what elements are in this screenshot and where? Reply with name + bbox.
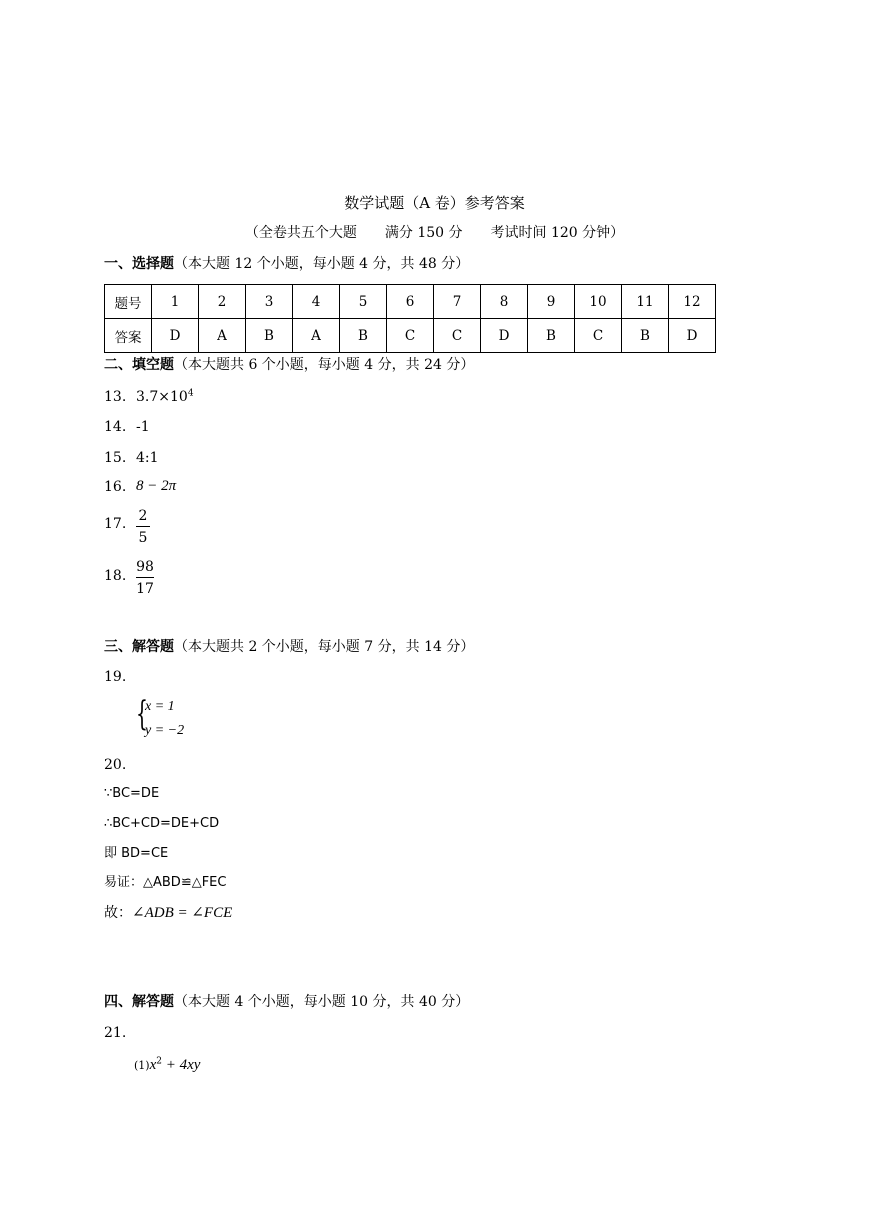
section-heading: 二、填空题: [104, 357, 174, 373]
page-title: 数学试题（A 卷）参考答案: [344, 194, 525, 212]
q20-line: 即 BD=CE: [104, 846, 169, 861]
brace-icon: {: [136, 694, 148, 734]
table-cell: D: [481, 319, 528, 353]
section-heading: 四、解答题: [104, 994, 174, 1010]
section-note: （本大题 4 个小题，每小题 10 分，共 40 分）: [174, 994, 470, 1010]
q18-fraction: [136, 560, 154, 596]
q20-conclusion: [104, 906, 232, 921]
section-3-heading: [104, 640, 474, 654]
q20-line: ∴BC+CD=DE+CD: [104, 816, 220, 831]
section-heading: 三、解答题: [104, 639, 174, 655]
q13-label: 13.: [104, 389, 127, 405]
q19-line-1: x = 1: [145, 699, 175, 714]
page-subtitle: （全卷共五个大题 满分 150 分 考试时间 120 分钟）: [244, 225, 625, 241]
q21-answer: [134, 1058, 200, 1073]
q20-line: ∵BC=DE: [104, 786, 160, 801]
q20-line: 易证：△ABD≌△FEC: [104, 875, 227, 890]
conclusion-prefix: 故：: [104, 905, 132, 921]
q20-label: 20.: [104, 757, 127, 773]
table-cell: 4: [293, 285, 340, 319]
fraction-denominator: 17: [136, 581, 154, 597]
table-cell: 2: [199, 285, 246, 319]
q19-label: 19.: [104, 669, 127, 685]
table-cell: C: [575, 319, 622, 353]
q15-answer: 4:1: [136, 450, 159, 466]
section-2-heading: [104, 358, 474, 372]
table-cell: B: [340, 319, 387, 353]
section-note: （本大题共 6 个小题，每小题 4 分，共 24 分）: [174, 357, 475, 373]
table-cell: 9: [528, 285, 575, 319]
table-cell: 8: [481, 285, 528, 319]
table-cell: B: [622, 319, 669, 353]
table-cell: 5: [340, 285, 387, 319]
section-1-heading: [104, 257, 469, 271]
fraction-denominator: 5: [138, 530, 148, 546]
q21-expr-b: + 4xy: [162, 1057, 201, 1073]
section-note: （本大题共 2 个小题，每小题 7 分，共 14 分）: [174, 639, 475, 655]
q13-exponent: 4: [187, 388, 194, 399]
q13-value: 3.7×10: [136, 389, 188, 405]
answer-table: [104, 284, 716, 353]
table-row-label: 题号: [105, 285, 152, 319]
table-cell: 11: [622, 285, 669, 319]
conclusion-expression: ∠ADB = ∠FCE: [132, 905, 233, 921]
table-cell: B: [528, 319, 575, 353]
table-cell: B: [246, 319, 293, 353]
q17-fraction: [136, 509, 150, 545]
q21-exponent: 2: [156, 1056, 162, 1067]
table-cell: 10: [575, 285, 622, 319]
table-row: [105, 319, 716, 353]
table-cell: C: [434, 319, 481, 353]
table-cell: D: [669, 319, 716, 353]
table-cell: 6: [387, 285, 434, 319]
q21-label: 21.: [104, 1025, 127, 1041]
table-cell: C: [387, 319, 434, 353]
table-cell: 1: [152, 285, 199, 319]
q21-part: (1): [134, 1059, 150, 1072]
table-cell: 7: [434, 285, 481, 319]
fraction-numerator: 2: [138, 508, 148, 524]
section-note: （本大题 12 个小题，每小题 4 分，共 48 分）: [174, 256, 470, 272]
table-cell: D: [152, 319, 199, 353]
q16-answer: 8 − 2π: [136, 478, 177, 494]
table-cell: 3: [246, 285, 293, 319]
table-row: [105, 285, 716, 319]
q15-label: 15.: [104, 450, 127, 466]
q18-label: 18.: [104, 568, 127, 584]
fraction-numerator: 98: [136, 559, 154, 575]
table-row-label: 答案: [105, 319, 152, 353]
q19-line-2: y = −2: [145, 723, 185, 738]
q14-label: 14.: [104, 419, 127, 435]
section-4-heading: [104, 995, 469, 1009]
table-cell: A: [293, 319, 340, 353]
q14-answer: -1: [136, 419, 150, 435]
table-cell: 12: [669, 285, 716, 319]
fraction-bar: [136, 526, 150, 527]
q17-label: 17.: [104, 516, 127, 532]
section-heading: 一、选择题: [104, 256, 174, 272]
table-cell: A: [199, 319, 246, 353]
fraction-bar: [136, 577, 154, 578]
q21-expr-a: x: [149, 1057, 157, 1073]
q13-answer: [136, 390, 194, 404]
q16-label: 16.: [104, 479, 127, 495]
